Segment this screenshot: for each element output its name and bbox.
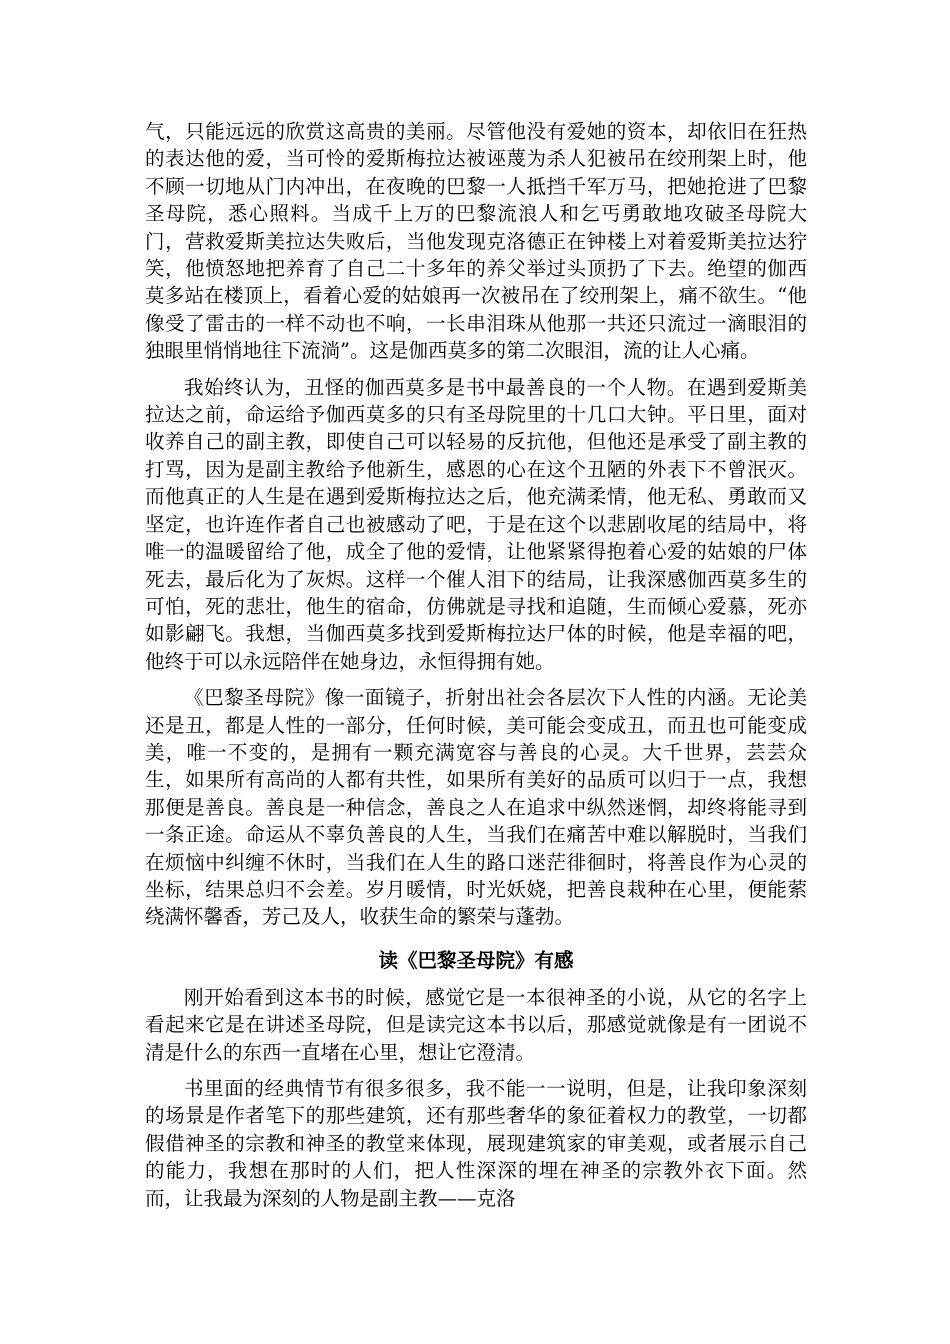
paragraph-mirror-of-humanity: 《巴黎圣母院》像一面镜子，折射出社会各层次下人性的内涵。无论美还是丑，都是人性的一部分，任何时候，美可能会变成丑，而丑也可能变成美，唯一不变的，是拥有一颗充满宽容与善良的心灵。大千世界，芸芸众生，如果所有高尚的人都有共性，如果所有美好的品质可以归于一点，我想那便是善良。善良是一种信念，善良之人在追求中纵然迷惘，却终将能寻到一条正途。命运从不辜负善良的人生，当我们在痛苦中难以解脱时，当我们在烦恼中纠缠不休时，当我们在人生的路口迷茫徘徊时，将善良作为心灵的坐标，结果总归不会差。岁月暖情，时光妖娆，把善良栽种在心里，便能萦绕满怀馨香，芳己及人，收获生命的繁荣与蓬勃。: [145, 686, 807, 929]
paragraph-continued: 气，只能远远的欣赏这高贵的美丽。尽管他没有爱她的资本，却依旧在狂热的表达他的爱，当可怜的爱斯梅拉达被诬蔑为杀人犯被吊在绞刑架上时，他不顾一切地从门内冲出，在夜晚的巴黎一人抵挡千军万马，把她抢进了巴黎圣母院，悉心照料。当成千上万的巴黎流浪人和乞丐勇敢地攻破圣母院大门，营救爱斯美拉达失败后，当他发现克洛德正在钟楼上对着爱斯美拉达狞笑，他愤怒地把养育了自己二十多年的养父举过头顶扔了下去。绝望的伽西莫多站在楼顶上，看着心爱的姑娘再一次被吊在了绞刑架上，痛不欲生。“他像受了雷击的一样不动也不响，一长串泪珠从他那一共还只流过一滴眼泪的独眼里悄悄地往下流淌”。这是伽西莫多的第二次眼泪，流的让人心痛。: [145, 120, 807, 363]
section-heading: 读《巴黎圣母院》有感: [378, 948, 574, 972]
paragraph-quasimodo-kindness: 我始终认为，丑怪的伽西莫多是书中最善良的一个人物。在遇到爱斯美拉达之前，命运给予伽西莫多的只有圣母院里的十几口大钟。平日里，面对收养自己的副主教，即使自己可以轻易的反抗他，但他还是承受了副主教的打骂，因为是副主教给予他新生，感恩的心在这个丑陋的外表下不曾泯灭。而他真正的人生是在遇到爱斯梅拉达之后，他充满柔情，他无私、勇敢而又坚定，也许连作者自己也被感动了吧，于是在这个以悲剧收尾的结局中，将唯一的温暖留给了他，成全了他的爱情，让他紧紧得抱着心爱的姑娘的尸体死去，最后化为了灰烬。这样一个催人泪下的结局，让我深感伽西莫多生的可怕，死的悲壮，他生的宿命，仿佛就是寻找和追随，生而倾心爱慕，死亦如影翩飞。我想，当伽西莫多找到爱斯梅拉达尸体的时候，他是幸福的吧，他终于可以永远陪伴在她身边，永恒得拥有她。: [145, 375, 807, 673]
paragraph-first-impression: 刚开始看到这本书的时候，感觉它是一本很神圣的小说，从它的名字上看起来它是在讲述圣母院，但是读完这本书以后，那感觉就像是有一团说不清是什么的东西一直堵在心里，想让它澄清。: [145, 985, 807, 1064]
paragraph-classic-scenes: 书里面的经典情节有很多很多，我不能一一说明，但是，让我印象深刻的场景是作者笔下的那些建筑，还有那些奢华的象征着权力的教堂，一切都假借神圣的宗教和神圣的教堂来体现，展现建筑家的审美观，或者展示自己的能力，我想在那时的人们，把人性深深的埋在神圣的宗教外衣下面。然而，让我最为深刻的人物是副主教——克洛: [145, 1077, 807, 1210]
document-page: [145, 118, 807, 1221]
